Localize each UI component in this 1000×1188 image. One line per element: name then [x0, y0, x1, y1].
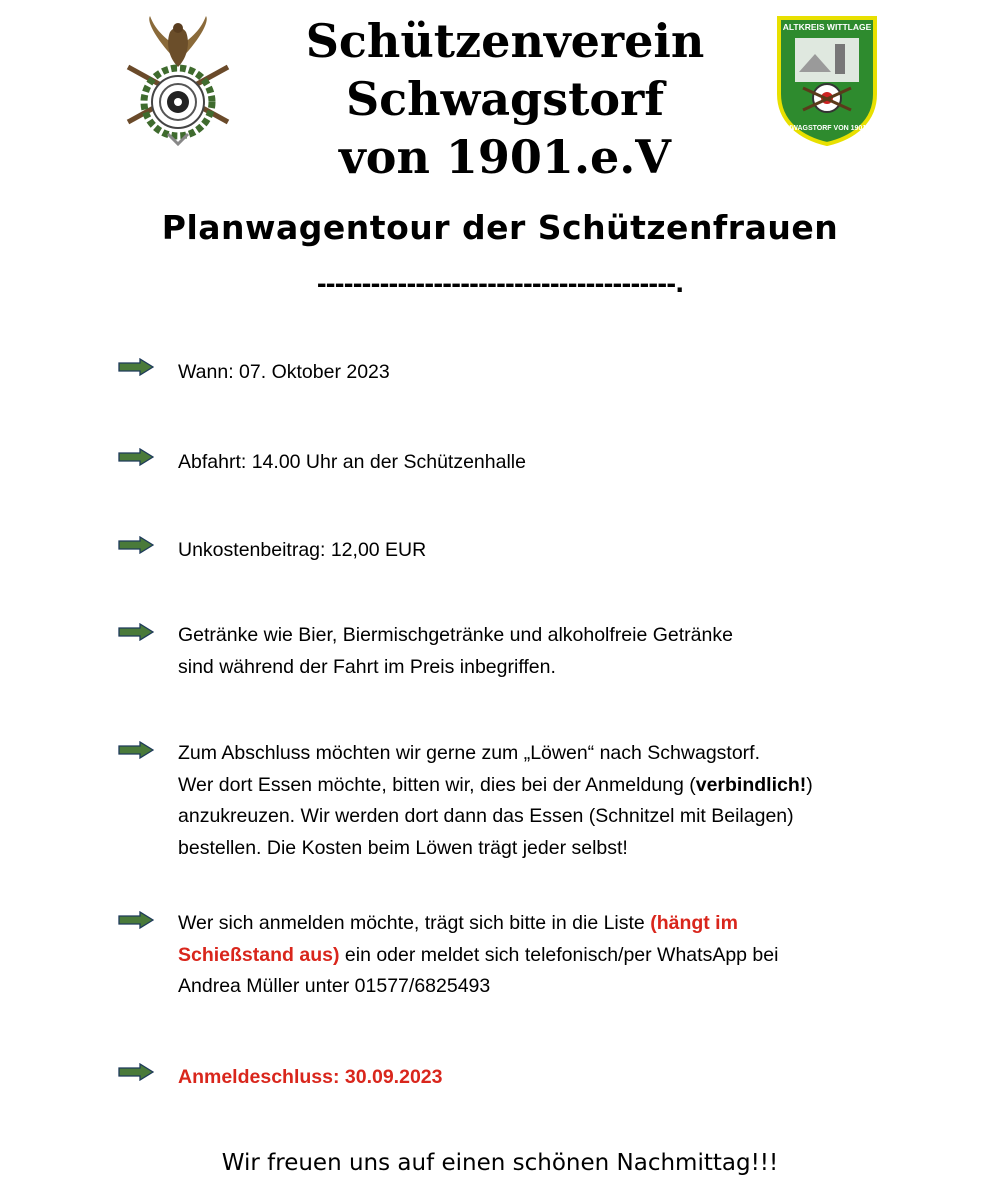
arrow-right-icon — [118, 358, 154, 376]
registration-info — [178, 908, 918, 1003]
drinks-line-2: sind während der Fahrt im Preis inbegriffen. — [178, 655, 556, 678]
list-location-note-cont: Schießstand aus) — [178, 943, 340, 966]
list-location-note: (hängt im — [650, 912, 738, 934]
registration-line-2 — [178, 940, 918, 972]
club-name-line2: von 1901.e.V — [339, 130, 671, 184]
closing-message: Wir freuen uns auf einen schönen Nachmittag!!! — [221, 1150, 779, 1176]
registration-deadline: Anmeldeschluss: 30.09.2023 — [178, 1066, 443, 1088]
cost-info: Unkostenbeitrag: 12,00 EUR — [178, 539, 427, 561]
event-date: Wann: 07. Oktober 2023 — [178, 361, 390, 383]
arrow-right-icon — [118, 741, 154, 759]
dinner-line-2-text: Wer dort Essen möchte, bitten wir, dies bei der Anmeldung ( — [178, 773, 696, 796]
drinks-info — [178, 620, 918, 683]
eagle-target-logo — [118, 12, 238, 147]
club-badge-logo — [775, 14, 879, 146]
binding-note: verbindlich! — [695, 773, 807, 796]
club-name — [245, 12, 765, 186]
registration-line-2-text: ein oder meldet sich telefonisch/per WhatsApp bei — [339, 943, 779, 966]
dinner-line-2-end: ) — [806, 773, 813, 796]
dinner-line-1: Zum Abschluss möchten wir gerne zum „Löwen“ nach Schwagstorf. — [178, 742, 761, 764]
arrow-right-icon — [118, 911, 154, 929]
dinner-line-4: bestellen. Die Kosten beim Löwen trägt jeder selbst! — [178, 836, 628, 859]
dinner-line-2 — [178, 770, 918, 802]
arrow-right-icon — [118, 1063, 154, 1081]
title-divider: ----------------------------------------. — [316, 270, 684, 298]
registration-contact: Andrea Müller unter 01577/6825493 — [178, 975, 491, 997]
badge-bottom-text: SCHWAGSTORF VON 1901 EV — [776, 125, 878, 132]
arrow-right-icon — [118, 448, 154, 466]
registration-line-1-text: Wer sich anmelden möchte, trägt sich bitte in die Liste — [178, 912, 651, 934]
drinks-line-1: Getränke wie Bier, Biermischgetränke und alkoholfreie Getränke — [178, 624, 733, 646]
club-name-line1: Schützenverein Schwagstorf — [305, 14, 705, 126]
dinner-info — [178, 738, 918, 864]
registration-line-1 — [178, 908, 918, 940]
page-title: Planwagentour der Schützenfrauen — [161, 208, 839, 247]
arrow-right-icon — [118, 536, 154, 554]
dinner-line-3: anzukreuzen. Wir werden dort dann das Essen (Schnitzel mit Beilagen) — [178, 805, 794, 827]
arrow-right-icon — [118, 623, 154, 641]
departure-info: Abfahrt: 14.00 Uhr an der Schützenhalle — [178, 451, 526, 473]
badge-top-text: ALTKREIS WITTLAGE — [782, 22, 872, 32]
